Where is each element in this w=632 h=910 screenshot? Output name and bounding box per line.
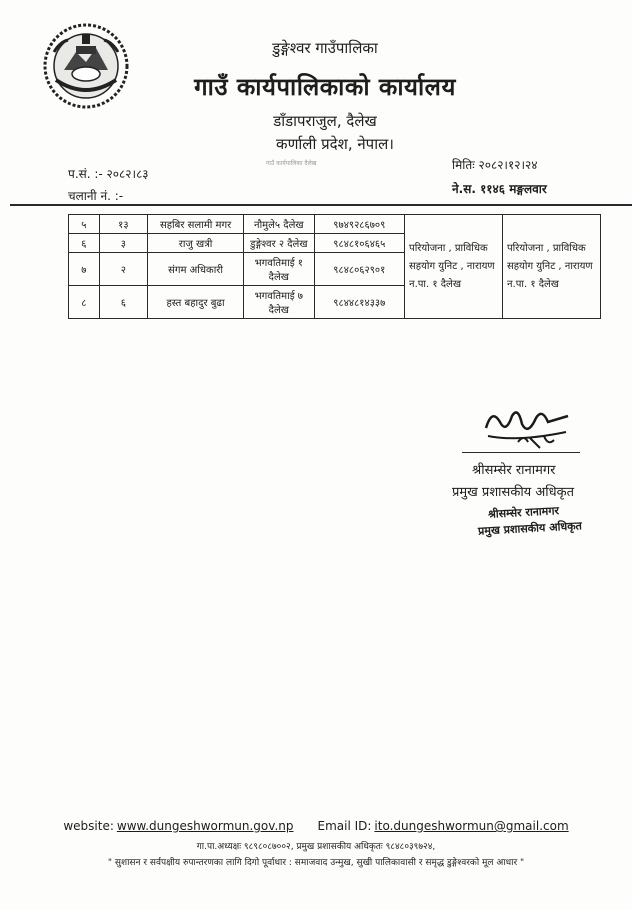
rural-municipality-name: डुङ्गेश्वर गाउँपालिका: [272, 39, 378, 57]
staff-address: भगवतिमाई ७ दैलेख: [244, 286, 315, 319]
staff-phone: ९७४९२८६७०९: [314, 215, 404, 234]
letter-date: मितिः २०८२।१२।२४: [452, 158, 538, 172]
staff-phone: ९८४४८१४३३७: [314, 286, 404, 319]
serial-number: ७: [69, 253, 100, 286]
staff-address: डुङ्गेश्वर २ दैलेख: [244, 234, 315, 253]
staff-name: हस्त बहादुर बुढा: [148, 286, 244, 319]
staff-code: ३: [99, 234, 147, 253]
dispatch-number: चलानी नं. :-: [68, 189, 124, 203]
table-row: [69, 215, 601, 234]
footer-phone-contacts: गा.पा.अध्यक्षः ९८९८०८७००२, प्रमुख प्रशासकीय अधिकृतः ९८४८०३९७२४,: [196, 842, 436, 852]
nepal-sambat-date: ने.स. ११४६ मङ्गलवार: [452, 182, 547, 196]
email-link[interactable]: ito.dungeshwormun@gmail.com: [374, 819, 569, 833]
serial-number: ६: [69, 234, 100, 253]
website-link[interactable]: www.dungeshwormun.gov.np: [116, 819, 294, 833]
staff-name: संगम अधिकारी: [148, 253, 244, 286]
work-place-1: परियोजना , प्राविधिक सहयोग युनिट , नारायण न.पा. १ दैलेख: [405, 215, 503, 319]
staff-code: १३: [99, 215, 147, 234]
header-divider: [10, 204, 632, 206]
staff-phone: ९८४८१०६४६५: [314, 234, 404, 253]
website-label: website:: [63, 819, 114, 833]
handwritten-signature: [478, 398, 578, 456]
staff-phone: ९८४८०६२९०१: [314, 253, 404, 286]
staff-name: सहबिर सलामी मगर: [148, 215, 244, 234]
nepal-emblem-icon: [42, 22, 130, 110]
work-place-2: परियोजना , प्राविधिक सहयोग युनिट , नारायण न.पा. १ दैलेख: [502, 215, 600, 319]
address-line-1: डाँडापराजुल, दैलेख: [273, 112, 377, 130]
staff-address: नौमुले५ दैलेख: [244, 215, 315, 234]
email-label: Email ID:: [317, 819, 372, 833]
office-title: गाउँ कार्यपालिकाको कार्यालय: [194, 73, 456, 101]
footer-contact-line: [0, 819, 632, 833]
signatory-title: प्रमुख प्रशासकीय अधिकृत: [452, 485, 575, 500]
serial-number: ५: [69, 215, 100, 234]
serial-number: ८: [69, 286, 100, 319]
faint-stamp-text: गाउँ कार्यपालिका दैलेख: [266, 160, 317, 167]
staff-code: २: [99, 253, 147, 286]
address-line-2: कर्णाली प्रदेश, नेपाल।: [276, 135, 394, 153]
reference-number: प.सं. :- २०८२।८३: [68, 167, 149, 181]
staff-table: [68, 214, 601, 319]
staff-code: ६: [99, 286, 147, 319]
staff-address: भगवतिमाई १ दैलेख: [244, 253, 315, 286]
stamp-title: प्रमुख प्रशासकीय अधिकृत: [477, 519, 583, 538]
signature-line: [462, 452, 580, 453]
stamp-name: श्रीसम्सेर रानामगर: [487, 504, 560, 521]
signatory-name: श्रीसम्सेर रानामगर: [472, 463, 556, 478]
staff-name: राजु खत्री: [148, 234, 244, 253]
footer-slogan: " सुशासन र सर्वपक्षीय रुपान्तरणका लागि दिगो पूर्वाधार : समाजवाद उन्मुख, सुखी पालिकावासी र समृद्ध डुङ्गेश्वरको मूल आधार ": [107, 858, 525, 868]
